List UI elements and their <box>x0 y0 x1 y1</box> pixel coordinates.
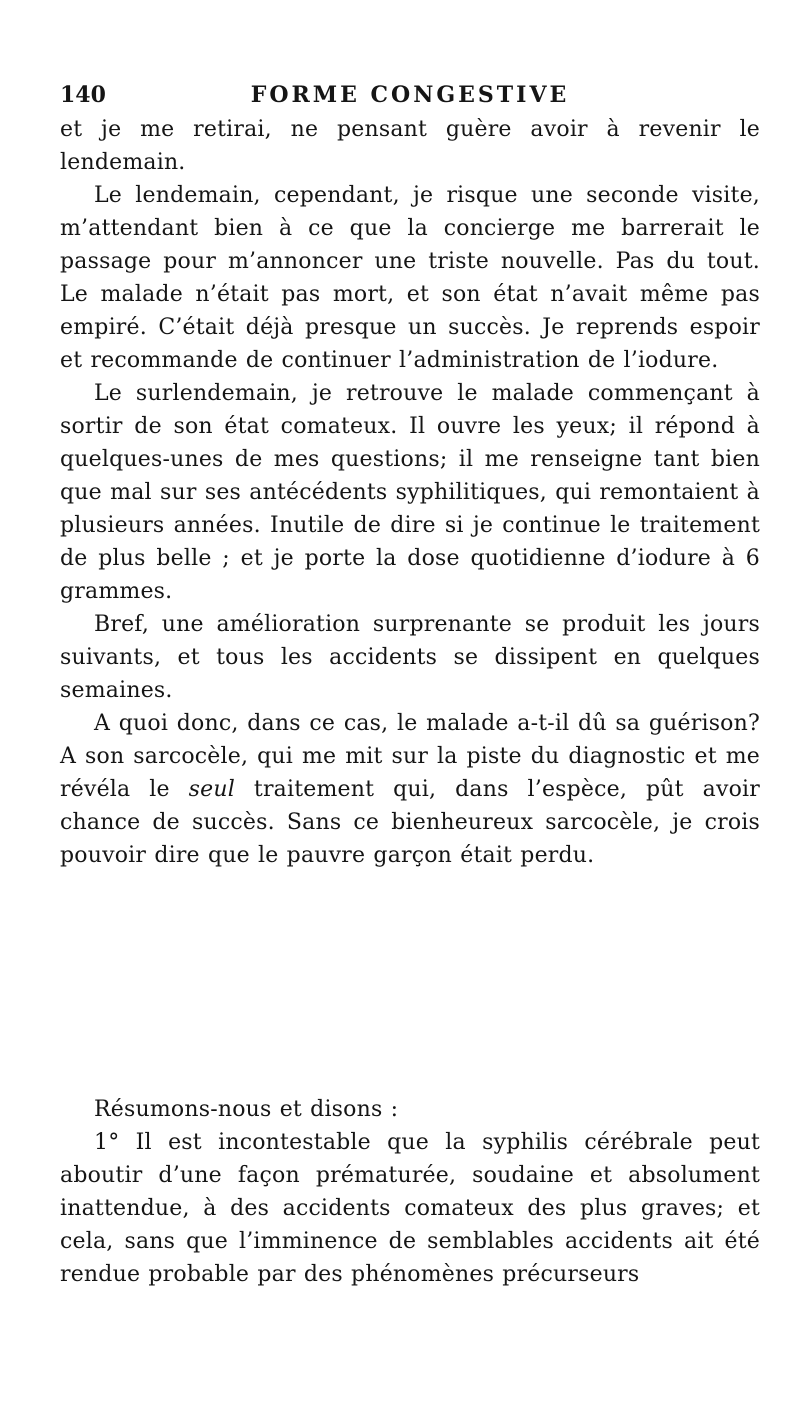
paragraph-summary-point-1: 1° Il est incontestable que la syphilis cérébrale peut aboutir d’une façon prématurée, soudaine et absolument inattendue, à des accidents comateux des plus graves; et cela, sans que l’imminence de semblables accidents ait été rendue probable par des phénomènes précurseurs <box>60 1130 760 1287</box>
paragraph-day-after: Le surlendemain, je retrouve le malade commençant à sortir de son état comateux. Il ouvre les yeux; il répond à quelques-unes de mes questions; il me renseigne tant bien que mal sur ses antécédents syphilitiques, qui remontaient à plusieurs années. Inutile de dire si je continue le traitement de plus belle ; et je porte la dose quotidienne d’iodure à 6 grammes. <box>60 381 760 604</box>
page-header <box>60 82 760 116</box>
paragraph-continuation: et je me retirai, ne pensant guère avoir à revenir le lendemain. <box>60 117 760 175</box>
running-title: FORME CONGESTIVE <box>250 82 570 108</box>
body-text-lower <box>60 1093 760 1291</box>
body-text-upper <box>60 113 760 872</box>
paragraph-summary-intro: Résumons-nous et disons : <box>94 1097 399 1122</box>
paragraph-second-visit: Le lendemain, cependant, je risque une seconde visite, m’attendant bien à ce que la concierge me barrerait le passage pour m’annoncer une triste nouvelle. Pas du tout. Le malade n’était pas mort, et son état n’avait même pas empiré. C’était déjà presque un succès. Je reprends espoir et recommande de continuer l’administration de l’iodure. <box>60 183 760 373</box>
paragraph-cure-question-text-2: traitement qui, dans l’espèce, pût avoir chance de succès. Sans ce bienheureux sarcocèle, je crois pouvoir dire que le pauvre garçon était perdu. <box>60 777 760 868</box>
paragraph-cure-question <box>60 707 760 872</box>
page-number: 140 <box>60 82 106 108</box>
paragraph-improvement: Bref, une amélioration surprenante se produit les jours suivants, et tous les accidents se dissipent en quelques semaines. <box>60 612 760 703</box>
emphasized-word: seul <box>188 777 235 802</box>
paragraph-cure-question-text-1: A quoi donc, dans ce cas, le malade a-t-il dû sa guérison? A son sarcocèle, qui me mit sur la piste du diagnostic et me révéla le <box>60 711 760 802</box>
